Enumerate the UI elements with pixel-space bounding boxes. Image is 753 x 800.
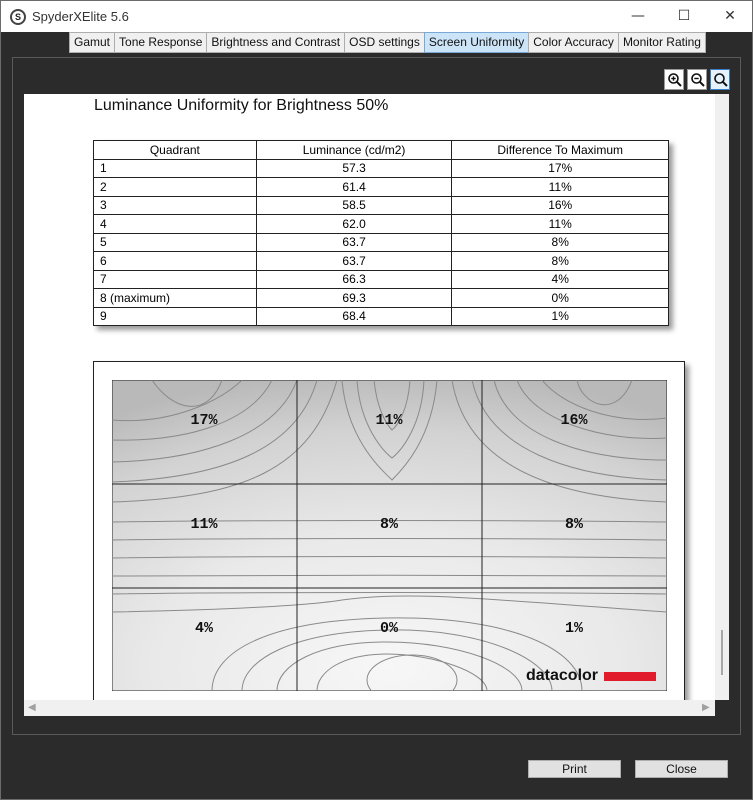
table-row — [94, 252, 669, 271]
zoom-out-icon — [690, 72, 706, 88]
close-window-button[interactable]: ✕ — [724, 8, 736, 24]
difference-cell: 11% — [452, 178, 669, 197]
minimize-button[interactable]: — — [631, 8, 645, 24]
tab-color-accuracy[interactable]: Color Accuracy — [528, 32, 618, 53]
luminance-cell: 61.4 — [256, 178, 452, 197]
vertical-scrollbar[interactable] — [715, 94, 729, 700]
tab-tone-response[interactable]: Tone Response — [114, 32, 206, 53]
horizontal-scrollbar[interactable] — [24, 700, 715, 716]
tab-bar — [69, 32, 706, 53]
table-row — [94, 233, 669, 252]
datacolor-logo: datacolor — [526, 667, 599, 684]
difference-cell: 4% — [452, 270, 669, 289]
column-header-luminance: Luminance (cd/m2) — [256, 141, 452, 160]
difference-cell: 1% — [452, 307, 669, 326]
cell-label: 11% — [375, 412, 403, 429]
app-logo-icon: S — [10, 9, 26, 25]
difference-cell: 8% — [452, 252, 669, 271]
quadrant-cell: 8 (maximum) — [94, 289, 257, 308]
luminance-cell: 58.5 — [256, 196, 452, 215]
table-row — [94, 196, 669, 215]
cell-label: 16% — [560, 412, 588, 429]
table-row — [94, 270, 669, 289]
luminance-cell: 62.0 — [256, 215, 452, 234]
title-bar — [1, 1, 752, 32]
table-row — [94, 159, 669, 178]
tab-brightness-and-contrast[interactable]: Brightness and Contrast — [206, 32, 344, 53]
tab-osd-settings[interactable]: OSD settings — [344, 32, 424, 53]
quadrant-cell: 3 — [94, 196, 257, 215]
luminance-cell: 69.3 — [256, 289, 452, 308]
zoom-in-button[interactable] — [664, 69, 684, 90]
zoom-out-button[interactable] — [687, 69, 707, 90]
cell-label: 8% — [379, 516, 399, 533]
luminance-cell: 68.4 — [256, 307, 452, 326]
luminance-table — [93, 140, 669, 326]
difference-cell: 16% — [452, 196, 669, 215]
table-row — [94, 178, 669, 197]
table-header-row — [94, 141, 669, 160]
difference-cell: 0% — [452, 289, 669, 308]
difference-cell: 8% — [452, 233, 669, 252]
cell-label: 17% — [190, 412, 218, 429]
column-header-difference: Difference To Maximum — [452, 141, 669, 160]
vertical-scroll-thumb[interactable] — [721, 630, 723, 675]
luminance-cell: 66.3 — [256, 270, 452, 289]
window-title: SpyderXElite 5.6 — [32, 9, 129, 24]
table-row — [94, 289, 669, 308]
quadrant-cell: 1 — [94, 159, 257, 178]
report-viewer[interactable] — [24, 94, 715, 700]
quadrant-cell: 7 — [94, 270, 257, 289]
cell-label: 0% — [379, 620, 399, 637]
quadrant-cell: 4 — [94, 215, 257, 234]
print-button[interactable]: Print — [528, 760, 621, 778]
scroll-right-arrow-icon[interactable]: ▶ — [702, 702, 710, 713]
uniformity-map-frame — [93, 361, 685, 700]
datacolor-logo-bar — [604, 672, 656, 681]
maximize-button[interactable]: ☐ — [677, 8, 691, 24]
quadrant-cell: 5 — [94, 233, 257, 252]
cell-label: 8% — [564, 516, 584, 533]
difference-cell: 11% — [452, 215, 669, 234]
zoom-fit-icon — [713, 72, 729, 88]
luminance-cell: 57.3 — [256, 159, 452, 178]
report-title: Luminance Uniformity for Brightness 50% — [94, 97, 389, 114]
tab-monitor-rating[interactable]: Monitor Rating — [618, 32, 706, 53]
zoom-fit-button[interactable] — [710, 69, 730, 90]
quadrant-cell: 6 — [94, 252, 257, 271]
cell-label: 11% — [190, 516, 218, 533]
cell-label: 1% — [564, 620, 584, 637]
close-button[interactable]: Close — [635, 760, 728, 778]
tab-screen-uniformity[interactable]: Screen Uniformity — [424, 32, 528, 53]
scroll-left-arrow-icon[interactable]: ◀ — [28, 702, 36, 713]
uniformity-contour-map — [112, 380, 667, 691]
luminance-cell: 63.7 — [256, 233, 452, 252]
zoom-toolbar — [664, 69, 730, 90]
table-row — [94, 215, 669, 234]
zoom-in-icon — [667, 72, 683, 88]
luminance-cell: 63.7 — [256, 252, 452, 271]
cell-label: 4% — [194, 620, 214, 637]
tab-gamut[interactable]: Gamut — [69, 32, 114, 53]
table-row — [94, 307, 669, 326]
quadrant-cell: 2 — [94, 178, 257, 197]
column-header-quadrant: Quadrant — [94, 141, 257, 160]
difference-cell: 17% — [452, 159, 669, 178]
quadrant-cell: 9 — [94, 307, 257, 326]
